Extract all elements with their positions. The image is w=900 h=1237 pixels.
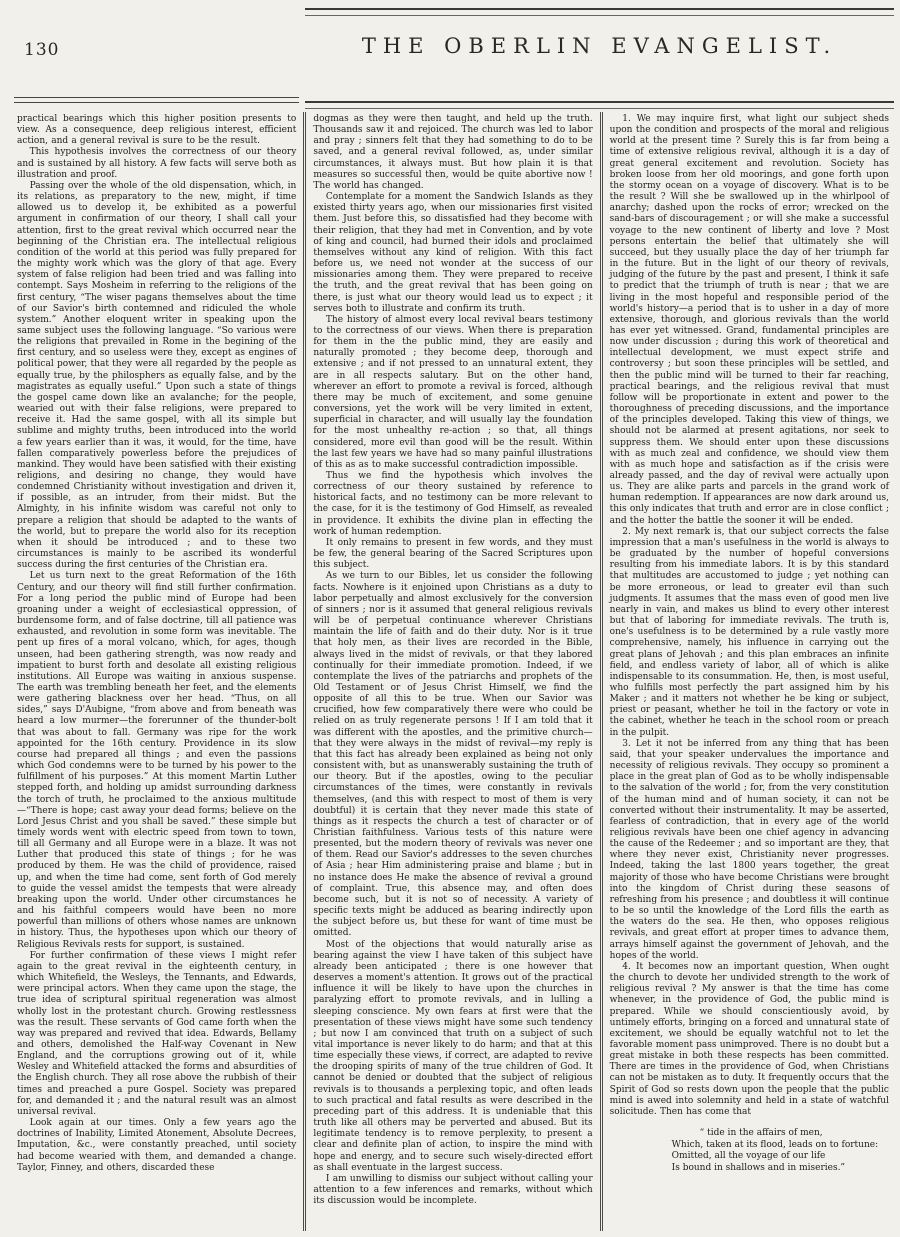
article-columns [10, 112, 896, 1231]
header-rule-left [14, 97, 299, 103]
paragraph: Most of the objections that would naturally arise as bearing against the view I have taken of this subject have already been anticipated ; there is one however that deserves a moment's attention. It grows out of the practical influence it will be likely to have upon the churches in paralyzing effort to promote revivals, and in lulling a sleeping conscience. My own fears at first were that the presentation of these views might have some such tendency ; but now I am convinced that truth on a subject of such vital importance is never likely to do harm; and that at this time especially these views, if correct, are adapted to revive the drooping spirits of many of the true children of God. It cannot be denied or doubted that the subject of religious revivals is to thousands a perplexing topic, and often leads to such practical and fatal results as were described in the preceding part of this address. It is undeniable that this truth like all others may be perverted and abused. But its legitimate tendency is to remove perplexity, to present a clear and definite plan of action, to inspire the mind with hope and energy, and to secure such wisely-directed effort as shall eventuate in the largest success. [313, 939, 593, 1173]
column-3 [600, 112, 896, 1231]
poem-line: Which, taken at its flood, leads on to fortune: [671, 1139, 879, 1150]
column-1 [10, 112, 303, 1231]
paragraph: Contemplate for a moment the Sandwich Islands as they existed thirty years ago, when our missionaries first visited them. Just before this, so dissatisfied had they become with their religion, that they had met in Convention, and by vote of king and council, had burned their idols and proclaimed themselves without any kind of religion. With this fact before us, we need not wonder at the success of our missionaries among them. They were prepared to receive the truth, and the great revival that has been going on there, is just what our theory would lead us to expect ; it serves both to illustrate and confirm its truth. [313, 192, 593, 314]
header-rule-top [305, 8, 894, 16]
paragraph: As we turn to our Bibles, let us consider the following facts. Nowhere is it enjoined upon Christians as a duty to labor perpetually and almost exclusively for the conversion of sinners ; nor is it assumed that general religious revivals will be of perpetual continuance wherever Christians maintain the life of faith and do their duty. Nor is it true that holy men, as their lives are recorded in the Bible, always lived in the midst of revivals, or that they labored continually for their immediate promotion. Indeed, if we contemplate the lives of the patriarchs and prophets of the Old Testament or of Jesus Christ Himself, we find the opposite of all this to be true. When our Savior was crucified, how few comparatively there were who could be relied on as truly regenerate persons ! If I am told that it was different with the apostles, and the primitive church—that they were always in the midst of revival—my reply is that this fact has already been explained as being not only consistent with, but as unanswerably sustaining the truth of our theory. But if the apostles, owing to the peculiar circumstances of the times, were constantly in revivals themselves, (and this with respect to most of them is very doubtful) it is certain that they never made this state of things as it respects the church a test of character or of Christian faithfulness. Various tests of this nature were presented, but the modern theory of revivals was never one of them. Read our Savior's addresses to the seven churches of Asia ; hear Him administering praise and blame ; but in no instance does He make the absence of revival a ground of complaint. True, this absence may, and often does become such, but it is not so of necessity. A variety of specific texts might be adduced as bearing indirectly upon the subject before us, but these for want of time must be omitted. [313, 571, 593, 939]
paragraph: Passing over the whole of the old dispensation, which, in its relations, as preparatory to the new, might, if time allowed us to develop it, be exhibited as a powerful argument in confirmation of our theory, I shall call your attention, first to the great revival which occurred near the beginning of the Christian era. The intellectual religious condition of the world at this period was fully prepared for the mighty work which was the glory of that age. Every system of false religion had been tried and was falling into contempt. Says Mosheim in referring to the religions of the first century, “The wiser pagans themselves about the time of our Savior's birth contemned and ridiculed the whole system.” Another eloquent writer in speaking upon the same subject uses the following language. “So various were the religions that prevailed in Rome in the begining of the first century, and so useless were they, except as engines of political power, that they were all regarded by the people as equally true, by the philosphers as equally false, and by the magistrates as equally useful.” Upon such a state of things the gospel came down like an avalanche; for the people, wearied out with their false religions, were prepared to receive it. Had the same gospel, with all its simple but sublime and mighty truths, been introduced into the world a few years earlier than it was, it would, for the time, have fallen comparatively powerless before the prejudices of mankind. They would have been satisfied with their existing religions, and desiring no change, they would have condemned Christianity without investigation and driven it, if possible, as an intruder, from their midst. But the Almighty, in his infinite wisdom was careful not only to prepare a religion that should be adapted to the wants of the world, but to prepare the world also for its reception when it should be introduced ; and to these two circumstances is mainly to be ascribed its wonderful success during the first centuries of the Christian era. [17, 180, 297, 571]
paragraph: dogmas as they were then taught, and held up the truth. Thousands saw it and rejoiced. The church was led to labor and pray ; sinners felt that they had something to do to be saved, and a general revival followed, as, under similar circumstances, it always must. But how plain it is that measures so successful then, would be quite abortive now ! The world has changed. [313, 114, 593, 191]
paragraph: Thus we find the hypothesis which involves the correctness of our theory sustained by reference to historical facts, and no testimony can be more relevant to the case, for it is the testimony of God Himself, as revealed in providence. It exhibits the divine plan in effecting the work of human redemption. [313, 471, 593, 537]
paragraph: practical bearings which this higher position presents to view. As a consequence, deep religious interest, efficient action, and a general revival is sure to be the result. [17, 114, 297, 147]
poem-line: Is bound in shallows and in miseries.” [671, 1162, 846, 1173]
paragraph: The history of almost every local revival bears testimony to the correctness of our views. When there is preparation for them in the the public mind, they are easily and naturally promoted ; they become deep, thorough and extensive ; and if not pressed to an unnatural extent, they are in all respects salutary. But on the other hand, wherever an effort to promote a revival is forced, although there may be much of excitement, and some genuine conversions, yet the work will be very limited in extent, superficial in character, and will usually lay the foundation for the most unhealthy re-action ; so that, all things considered, more evil than good will be the result. Within the last few years we have had so many painful illustrations of this as as to make successful contradiction impossible. [313, 314, 593, 470]
paragraph: For further confirmation of these views I might refer again to the great revival in the eighteenth century, in which Whitefield, the Wesleys, the Tennants, and Edwards, were principal actors. When they came upon the stage, the true idea of scriptural spiritual regeneration was almost wholly lost in the protestant church. Growing restlessness was the result. These servants of God came forth when the way was prepared and revived that idea. Edwards, Bellamy and others, demolished the Half-way Covenant in New England, and the corruptions growing out of it, while Wesley and Whitefield attacked the forms and absurdities of the English church. They all rose above the rubbish of their times and preached a pure Gospel. Society was prepared for, and demanded it ; and the natural result was an almost universal revival. [17, 950, 297, 1117]
paragraph: Look again at our times. Only a few years ago the doctrines of Inability, Limited Atonement, Absolute Decrees, Imputation, &c., were constantly preached, until society had become wearied with them, and demanded a change. Taylor, Finney, and others, discarded these [17, 1118, 297, 1173]
paragraph: 2. My next remark is, that our subject corrects the false impression that a man's usefulness in the world is always to be graduated by the number of hopeful conversions resulting from his immediate labors. It is by this standard that multitudes are accustomed to judge ; yet nothing can be more erroneous, or lead to greater evil than such judgments. It assumes that the mass even of good men live nearly in vain, and makes us blind to every other interest but that of laboring for immediate revivals. The truth is, one's usefulness is to be determined by a rule vastly more comprehensive, namely, his influence in carrying out the great plans of Jehovah ; and this plan embraces an infinite field, and endless variety of labor, all of which is alike indispensable to its consummation. He, then, is most useful, who fulfills most perfectly the part assigned him by his Maker ; and it matters not whether he be king or subject, priest or peasant, whether he toil in the factory or vote in the cabinet, whether he teach in the school room or preach in the pulpit. [609, 526, 889, 738]
paragraph: Let us turn next to the great Reformation of the 16th Century, and our theory will find still further confirmation. For a long period the public mind of Europe had been groaning under a weight of ecclesiastical oppression, of burdensome form, and of false doctrine, till all patience was exhausted, and revolution in some form was inevitable. The pent up fires of a moral volcano, which, for ages, though unseen, had been gathering strength, was now ready and impatient to burst forth and desolate all existing religious institutions. All Europe was waiting in anxious suspense. The earth was trembling beneath her feet, and the elements were gathering blackness over her head. “Thus, on all sides,” says D'Aubigne, “from above and from beneath was heard a low murmer—the forerunner of the thunder-bolt that was about to fall. Germany was ripe for the work appointed for the 16th century. Providence in its slow course had prepared all things ; and even the passions which God condemns were to be turned by his power to the fulfillment of his purposes.” At this moment Martin Luther stepped forth, and holding up amidst surrounding darkness the torch of truth, he proclaimed to the anxious multitude—“There is hope; cast away your dead forms; believe on the Lord Jesus Christ and you shall be saved.” these simple but timely words went with electric speed from town to town, till all Germany and all Europe were in a blaze. It was not Luther that produced this state of things ; for he was produced by them. He was the child of providence, raised up, and when the time had come, sent forth of God merely to guide the vessel amidst the tempests that were already breaking upon the world. Under other circumstances he and his faithful compeers would have been no more powerful than millions of others whose names are unknown in history. Thus, the hypotheses upon which our theory of Religious Revivals rests for support, is sustained. [17, 571, 297, 950]
page-number: 130 [24, 40, 60, 60]
paragraph: 1. We may inquire first, what light our subject sheds upon the condition and prospects of the moral and religious world at the present time ? Surely this is far from being a time of extensive religious revival, although it is a day of great general excitement and revolution. Society has broken loose from her old moorings, and gone forth upon the stormy ocean on a voyage of discovery. What is to be the result ? Will she be swallowed up in the whirlpool of anarchy; dashed upon the rocks of error; wrecked on the sand-bars of discouragement ; or will she make a successful voyage to the new continent of liberty and love ? Most persons entertain the belief that ultimately she will succeed, but they usually place the day of her triumph far in the future. But in the light of our theory of revivals, judging of the future by the past and present, I think it safe to predict that the triumph of truth is near ; that we are living in the most hopeful and responsible period of the world's history—a period that is to usher in a day of more extensive, thorough, and glorious revivals than the world has ever yet witnessed. Grand, fundamental principles are now under discussion ; during this work of theoretical and intellectual development, we must expect strife and controversy ; but soon these principles will be settled, and then the public mind will be turned to their far reaching, practical bearings, and the religious revival that must follow will be proportionate in extent and power to the thoroughness of preceding discussions, and the importance of the principles developed. Taking this view of things, we should not be alarmed at present agitations, nor seek to suppress them. We should enter upon these discussions with as much zeal and confidence, we should view them with as much hope and satisfaction as if the crisis were already passed, and the day of revival were actually upon us. They are alike parts and parcels in the grand work of human redemption. If appearances are now dark around us, this only indicates that truth and error are in close conflict ; and the hotter the battle the sooner it will be ended. [609, 114, 889, 526]
paragraph: It only remains to present in few words, and they must be few, the general bearing of the Sacred Scriptures upon this subject. [313, 537, 593, 571]
paragraph: This hypothesis involves the correctness of our theory and is sustained by all history. A few facts will serve both as illustration and proof. [17, 147, 297, 180]
poem-quote [610, 1128, 889, 1174]
paragraph: I am unwilling to dismiss our subject without calling your attention to a few inferences and remarks, without which its discussion would be incomplete. [313, 1173, 593, 1207]
page-header [0, 34, 900, 74]
column-2 [303, 112, 599, 1231]
masthead-title: THE OBERLIN EVANGELIST. [361, 34, 838, 58]
paragraph: 3. Let it not be inferred from any thing that has been said, that your speaker undervalues the importance and necessity of religious revivals. They occupy so prominent a place in the great plan of God as to be wholly indispensable to the salvation of the world ; for, from the very constitution of the human mind and of human society, it can not be converted without their instrumentality. It may be asserted, fearless of contradiction, that in every age of the world religious revivals have been one chief agency in advancing the cause of the Redeemer ; and so important are they, that where they never exist, Christianity never progresses. Indeed, taking the last 1800 years together, the great majority of those who have become Christians were brought into the kingdom of Christ during these seasons of refreshing from his presence ; and doubtless it will continue to be so until the knowledge of the Lord fills the earth as the waters do the sea. He then, who opposes religious revivals, and great effort at proper times to advance them, arrays himself against the government of Jehovah, and the hopes of the world. [609, 738, 889, 961]
poem-line: “ tide in the affairs of men, [699, 1128, 823, 1139]
header-rule-right [305, 101, 894, 109]
poem-line: Omitted, all the voyage of our life [671, 1151, 826, 1162]
paragraph: 4. It becomes now an important question, When ought the church to devote her undivided strength to the work of religious revival ? My answer is that the time has come whenever, in the providence of God, the public mind is prepared. While we should conscientiously avoid, by untimely efforts, bringing on a forced and unnatural state of excitement, we should be equally watchful not to let the favorable moment pass unimproved. There is no doubt but a great mistake in both these respects has been committed. There are times in the providence of God, when Christians can not be mistaken as to duty. It frequently occurs that the Spirit of God so rests down upon the people that the public mind is awed into solemnity and held in a state of watchful solicitude. Then has come that [609, 961, 889, 1117]
